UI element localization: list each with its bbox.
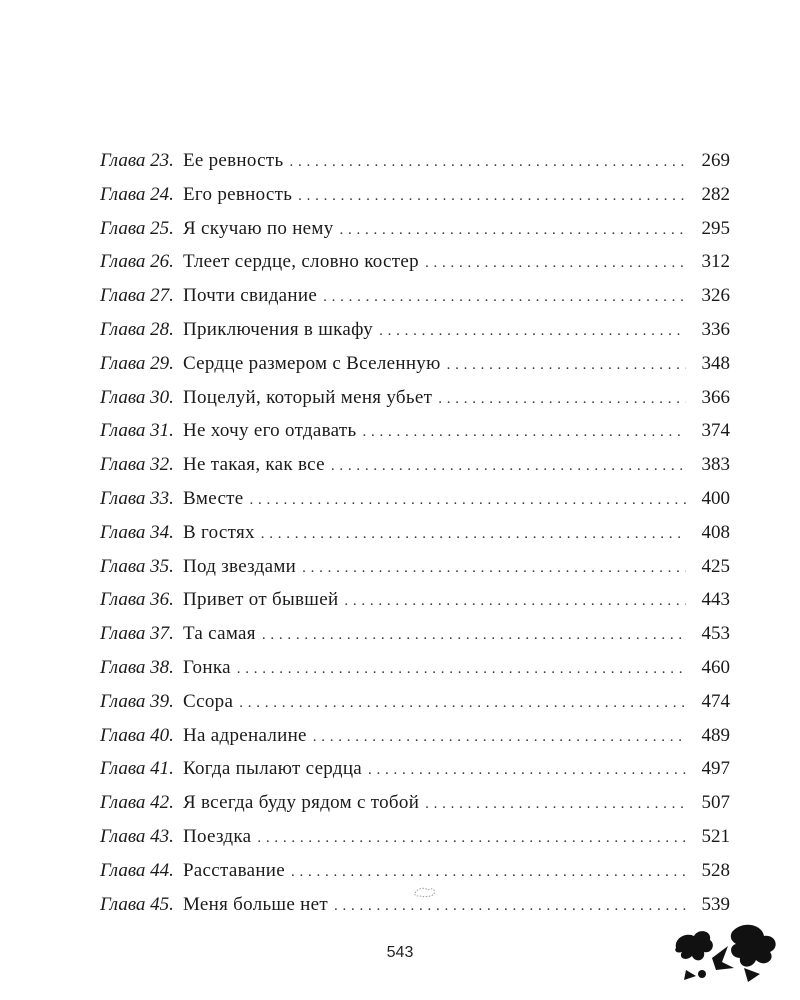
toc-entry: [100, 820, 730, 854]
toc-entry: [100, 178, 730, 212]
chapter-page-number: 453: [701, 623, 730, 645]
chapter-title: Когда пылают сердца: [182, 758, 363, 780]
toc-entry: [100, 212, 730, 246]
chapter-label: Глава 45.: [100, 893, 174, 915]
chapter-label: Глава 35.: [100, 555, 174, 577]
dot-leader: [340, 214, 686, 248]
chapter-page-number: 425: [701, 555, 730, 577]
chapter-label: Глава 25.: [100, 217, 174, 239]
chapter-label: Глава 38.: [100, 656, 174, 678]
chapter-page-number: 269: [701, 150, 730, 171]
chapter-label: Глава 28.: [100, 318, 174, 340]
dot-leader: [323, 281, 686, 315]
chapter-label: Глава 32.: [100, 454, 174, 476]
dot-leader: [379, 315, 686, 349]
chapter-title: Та самая: [182, 623, 256, 645]
dot-leader: [257, 822, 686, 856]
dot-leader: [250, 484, 686, 518]
chapter-label: Глава 31.: [100, 420, 174, 442]
chapter-title: Поцелуй, который меня убьет: [182, 386, 433, 408]
chapter-page-number: 312: [701, 251, 730, 273]
chapter-label: Глава 23.: [100, 150, 174, 171]
toc-entry: [100, 313, 730, 347]
toc-entry: [100, 854, 730, 888]
chapter-title: Приключения в шкафу: [182, 318, 374, 340]
dot-leader: [262, 619, 686, 653]
toc-entry: [100, 482, 730, 516]
toc-entry: [100, 347, 730, 381]
dot-leader: [261, 518, 686, 552]
toc-entry: [100, 516, 730, 550]
chapter-page-number: 295: [701, 217, 730, 239]
table-of-contents: [100, 144, 730, 921]
chapter-page-number: 336: [701, 318, 730, 340]
toc-entry: [100, 144, 730, 178]
dot-leader: [334, 890, 686, 924]
chapter-title: Вместе: [182, 487, 244, 509]
chapter-title: Поездка: [182, 825, 252, 847]
chapter-page-number: 521: [701, 825, 730, 847]
toc-entry: [100, 786, 730, 820]
toc-entry: [100, 279, 730, 313]
chapter-page-number: 400: [701, 487, 730, 509]
chapter-title: Гонка: [182, 656, 231, 678]
chapter-title: Не хочу его отдавать: [182, 420, 357, 442]
chapter-title: Я всегда буду рядом с тобой: [182, 792, 420, 814]
chapter-page-number: 474: [701, 690, 730, 712]
chapter-page-number: 489: [701, 724, 730, 746]
dot-leader: [237, 653, 686, 687]
chapter-page-number: 348: [701, 352, 730, 374]
chapter-title: Не такая, как все: [182, 454, 325, 476]
toc-entry: [100, 550, 730, 584]
toc-entry: [100, 448, 730, 482]
toc-entry: [100, 583, 730, 617]
chapter-page-number: 383: [701, 454, 730, 476]
dot-leader: [438, 383, 686, 417]
chapter-label: Глава 36.: [100, 589, 174, 611]
dot-leader: [302, 552, 686, 586]
dot-leader: [344, 585, 686, 619]
dot-leader: [447, 349, 686, 383]
toc-entry: [100, 685, 730, 719]
chapter-label: Глава 34.: [100, 521, 174, 543]
toc-entry: [100, 245, 730, 279]
chapter-page-number: 282: [701, 183, 730, 205]
dot-leader: [425, 247, 686, 281]
dot-leader: [239, 687, 686, 721]
chapter-label: Глава 33.: [100, 487, 174, 509]
chapter-label: Глава 43.: [100, 825, 174, 847]
chapter-label: Глава 41.: [100, 758, 174, 780]
chapter-title: Его ревность: [182, 183, 293, 205]
chapter-label: Глава 30.: [100, 386, 174, 408]
dot-leader: [362, 416, 686, 450]
dot-leader: [313, 721, 686, 755]
chapter-label: Глава 29.: [100, 352, 174, 374]
dot-leader: [298, 180, 686, 214]
chapter-title: Ее ревность: [182, 150, 284, 171]
chapter-title: Сердце размером с Вселенную: [182, 352, 441, 374]
toc-entry: [100, 752, 730, 786]
chapter-label: Глава 40.: [100, 724, 174, 746]
toc-entry: [100, 414, 730, 448]
chapter-page-number: 443: [701, 589, 730, 611]
chapter-page-number: 326: [701, 285, 730, 307]
chapter-label: Глава 37.: [100, 623, 174, 645]
chapter-title: Почти свидание: [182, 285, 318, 307]
chapter-title: Тлеет сердце, словно костер: [182, 251, 419, 273]
page-number: 543: [386, 944, 414, 961]
dot-leader: [289, 146, 686, 180]
toc-entry: [100, 651, 730, 685]
chapter-title: На адреналине: [182, 724, 307, 746]
chapter-page-number: 460: [701, 656, 730, 678]
chapter-page-number: 366: [701, 386, 730, 408]
dot-leader: [331, 450, 686, 484]
chapter-label: Глава 24.: [100, 183, 174, 205]
dot-leader: [425, 788, 686, 822]
chapter-title: Меня больше нет: [182, 893, 328, 915]
ink-blot-icon: [672, 918, 782, 988]
dot-leader: [368, 754, 686, 788]
chapter-page-number: 528: [701, 859, 730, 881]
chapter-title: Привет от бывшей: [182, 589, 339, 611]
chapter-title: В гостях: [182, 521, 255, 543]
chapter-page-number: 374: [701, 420, 730, 442]
dot-leader: [291, 856, 686, 890]
toc-entry: [100, 381, 730, 415]
chapter-title: Я скучаю по нему: [182, 217, 334, 239]
ink-smudge-icon: [412, 884, 438, 900]
chapter-title: Расставание: [182, 859, 285, 881]
chapter-page-number: 408: [701, 521, 730, 543]
chapter-page-number: 539: [701, 893, 730, 915]
chapter-page-number: 507: [701, 792, 730, 814]
chapter-page-number: 497: [701, 758, 730, 780]
chapter-title: Под звездами: [182, 555, 297, 577]
chapter-label: Глава 39.: [100, 690, 174, 712]
chapter-label: Глава 27.: [100, 285, 174, 307]
toc-entry: [100, 719, 730, 753]
chapter-label: Глава 26.: [100, 251, 174, 273]
chapter-title: Ссора: [182, 690, 234, 712]
toc-entry: [100, 617, 730, 651]
chapter-label: Глава 42.: [100, 792, 174, 814]
chapter-label: Глава 44.: [100, 859, 174, 881]
